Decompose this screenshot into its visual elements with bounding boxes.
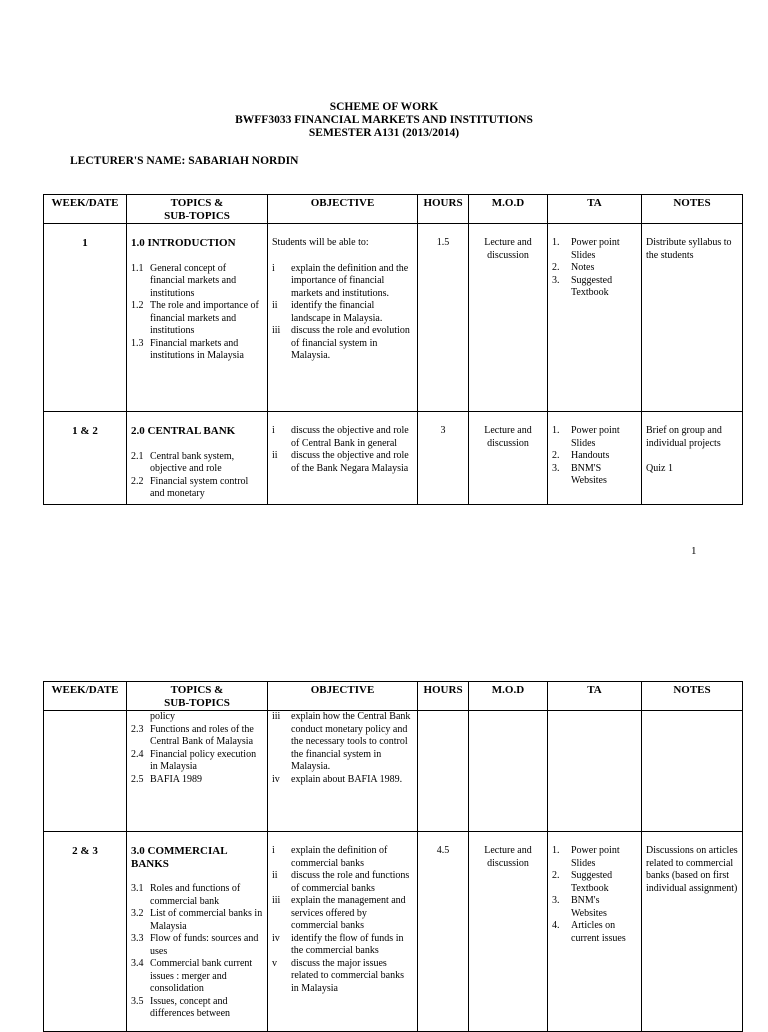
list-item: v discuss the major issues related to commercial banks in Malaysia (272, 957, 405, 994)
list-item: 3. Suggested Textbook (552, 274, 613, 298)
column-header-hours: HOURS (418, 195, 469, 224)
list-item: 3.3 Flow of funds: sources and uses (131, 933, 259, 957)
subtopic-list (131, 263, 263, 363)
list-item: 2.4 Financial policy execution in Malaysia (131, 748, 257, 772)
quiz-note: Quiz 1 (646, 463, 673, 474)
column-header-objective: OBJECTIVE (268, 682, 418, 711)
table-row (44, 224, 743, 412)
semester-title: SEMESTER A131 (2013/2014) (308, 127, 460, 139)
list-item: 4. Articles on current issues (552, 920, 626, 944)
schedule-table-page-2 (43, 681, 743, 1032)
list-item: 1.3 Financial markets and institutions in Malaysia (131, 337, 244, 361)
subtopic-list (131, 883, 263, 1021)
list-item: 2. Handouts (552, 450, 610, 461)
list-item: iii explain how the Central Bank conduct monetary policy and the necessary tools to control the financial system in Malaysia. (272, 711, 411, 772)
table-row (44, 412, 743, 505)
list-item: 2.3 Functions and roles of the Central Bank of Malaysia (131, 723, 254, 747)
lecturer-name: LECTURER'S NAME: SABARIAH NORDIN (70, 155, 299, 167)
column-header-notes: NOTES (642, 682, 743, 711)
objective-list (272, 425, 413, 475)
list-item: i discuss the objective and role of Central Bank in general (272, 425, 409, 449)
list-item: i explain the definition and the importance of financial markets and institutions. (272, 262, 409, 299)
hours-cell: 3 (440, 425, 446, 436)
list-item: 2. Notes (552, 262, 595, 273)
list-item: ii identify the financial landscape in Malaysia. (272, 300, 383, 324)
mod-cell: Lecture and discussion (484, 425, 532, 449)
column-header-ta: TA (548, 195, 642, 224)
list-item: 3. BNM'S Websites (552, 462, 607, 486)
list-item: 1. Power point Slides (552, 237, 620, 261)
table-row (44, 711, 743, 832)
list-item: 2. Suggested Textbook (552, 870, 613, 894)
schedule-table-page-1 (43, 194, 743, 505)
topic-heading: 3.0 COMMERCIAL BANKS (131, 845, 227, 870)
table-header-row (44, 195, 743, 224)
list-item: 1.2 The role and importance of financial markets and institutions (131, 300, 259, 336)
ta-list (552, 425, 637, 488)
list-item: 2.2 Financial system control and monetary (131, 475, 249, 499)
list-item: 3. BNM's Websites (552, 895, 607, 919)
list-item: i explain the definition of commercial banks (272, 845, 388, 869)
column-header-notes: NOTES (642, 195, 743, 224)
list-item: 3.2 List of commercial banks in Malaysia (131, 908, 263, 932)
mod-cell: Lecture and discussion (484, 845, 532, 869)
topic-heading: 2.0 CENTRAL BANK (131, 425, 236, 437)
document-title: SCHEME OF WORK (329, 101, 439, 113)
list-item: 1. Power point Slides (552, 845, 620, 869)
list-item: iv explain about BAFIA 1989. (272, 773, 403, 785)
notes-cell: Brief on group and individual projects (646, 425, 722, 449)
list-item: 1.1 General concept of financial markets and institutions (131, 262, 237, 299)
column-header-ta: TA (548, 682, 642, 711)
list-item: ii discuss the role and functions of commercial banks (272, 870, 410, 894)
list-item: 3.4 Commercial bank current issues : merger and consolidation (131, 958, 253, 994)
list-item: 2.1 Central bank system, objective and role (131, 450, 235, 474)
week-cell: 1 (82, 237, 88, 249)
course-title: BWFF3033 FINANCIAL MARKETS AND INSTITUTIONS (235, 114, 533, 126)
list-item: 1. Power point Slides (552, 425, 620, 449)
list-item: iv identify the flow of funds in the commercial banks (272, 932, 404, 956)
topic-heading: 1.0 INTRODUCTION (131, 237, 236, 249)
objective-list (272, 263, 413, 363)
column-header-mod: M.O.D (469, 195, 548, 224)
column-header-topics: TOPICS & SUB-TOPICS (127, 682, 268, 711)
column-header-week: WEEK/DATE (44, 682, 127, 711)
column-header-hours: HOURS (418, 682, 469, 711)
week-cell: 2 & 3 (72, 845, 98, 857)
hours-cell: 4.5 (436, 845, 450, 856)
week-cell: 1 & 2 (72, 425, 98, 437)
list-item: policy (150, 711, 175, 722)
list-item: 3.5 Issues, concept and differences between (131, 995, 231, 1019)
page-number: 1 (691, 545, 697, 557)
ta-list (552, 845, 637, 945)
table-row (44, 832, 743, 1032)
objective-intro: Students will be able to: (272, 237, 369, 248)
hours-cell: 1.5 (436, 237, 450, 248)
objective-list (272, 711, 413, 786)
subtopic-list (131, 451, 263, 501)
ta-list (552, 237, 637, 300)
mod-cell: Lecture and discussion (484, 237, 532, 261)
column-header-week: WEEK/DATE (44, 195, 127, 224)
column-header-objective: OBJECTIVE (268, 195, 418, 224)
table-header-row (44, 682, 743, 711)
column-header-mod: M.O.D (469, 682, 548, 711)
objective-list (272, 845, 413, 995)
subtopic-list (131, 711, 263, 786)
list-item: 2.5 BAFIA 1989 (131, 773, 202, 785)
list-item: iii discuss the role and evolution of financial system in Malaysia. (272, 325, 410, 361)
column-header-topics: TOPICS & SUB-TOPICS (127, 195, 268, 224)
list-item: ii discuss the objective and role of the Bank Negara Malaysia (272, 450, 409, 474)
list-item: iii explain the management and services offered by commercial banks (272, 895, 406, 931)
notes-cell: Distribute syllabus to the students (646, 237, 732, 261)
list-item: 3.1 Roles and functions of commercial bank (131, 883, 241, 907)
notes-cell: Discussions on articles related to commercial banks (based on first individual assignment) (646, 845, 738, 894)
